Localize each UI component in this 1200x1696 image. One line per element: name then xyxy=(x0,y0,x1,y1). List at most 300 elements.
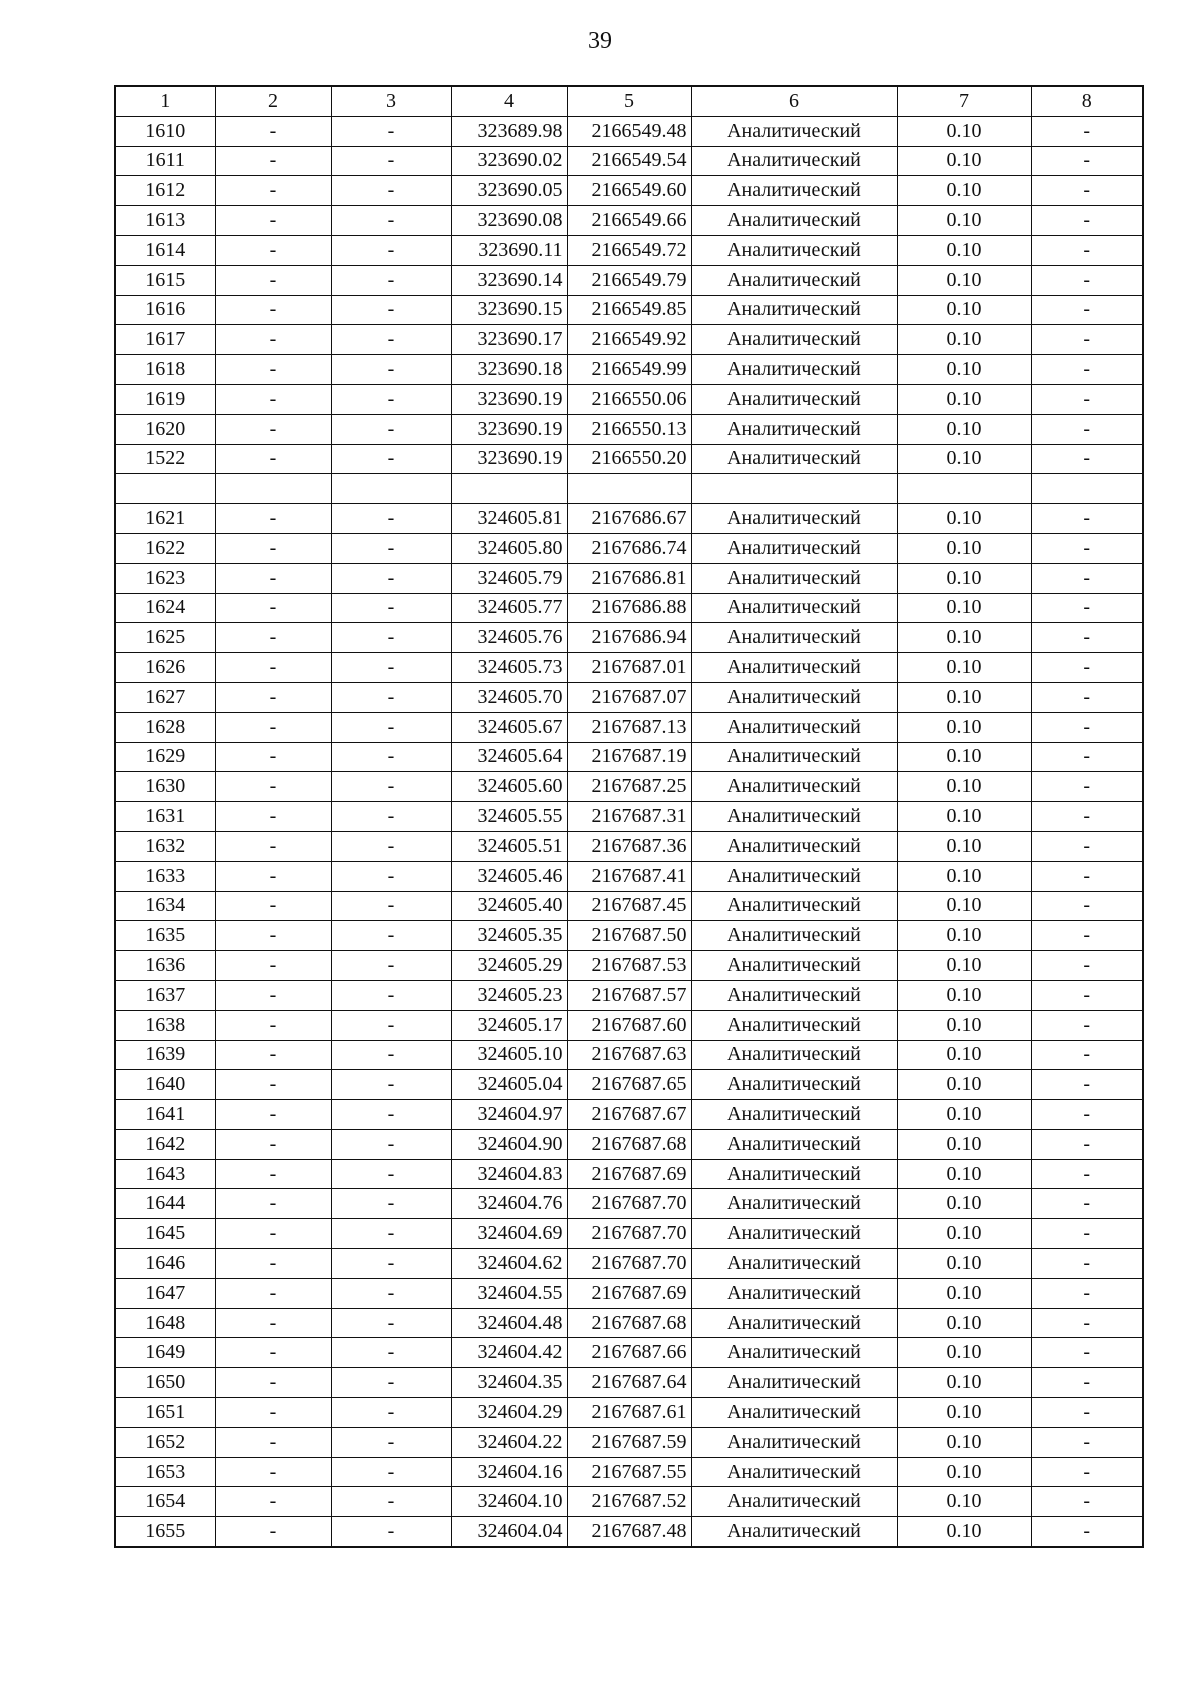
table-cell-accuracy: 0.10 xyxy=(897,1040,1031,1070)
table-cell-col-8: - xyxy=(1031,265,1143,295)
table-cell-col-3: - xyxy=(331,802,451,832)
table-cell-col-2: - xyxy=(215,1189,331,1219)
table-cell-x-coordinate: 324605.29 xyxy=(451,951,567,981)
table-cell-col-3: - xyxy=(331,176,451,206)
table-cell-x-coordinate: 324605.17 xyxy=(451,1010,567,1040)
table-cell-point-number: 1638 xyxy=(115,1010,215,1040)
table-cell-x-coordinate: 324605.40 xyxy=(451,891,567,921)
table-cell-col-3: - xyxy=(331,563,451,593)
table-cell-col-8: - xyxy=(1031,1338,1143,1368)
table-cell-x-coordinate: 324605.35 xyxy=(451,921,567,951)
table-cell-y-coordinate: 2167686.81 xyxy=(567,563,691,593)
table-cell-accuracy: 0.10 xyxy=(897,444,1031,474)
table-cell-method: Аналитический xyxy=(691,1308,897,1338)
table-cell-col-3: - xyxy=(331,1398,451,1428)
table-cell-col-3: - xyxy=(331,1427,451,1457)
table-cell-x-coordinate: 324605.77 xyxy=(451,593,567,623)
table-cell-col-2: - xyxy=(215,772,331,802)
table-cell-x-coordinate: 323690.19 xyxy=(451,444,567,474)
table-cell-y-coordinate: 2167687.07 xyxy=(567,682,691,712)
table-cell-x-coordinate: 324604.16 xyxy=(451,1457,567,1487)
table-cell-accuracy xyxy=(897,474,1031,504)
table-cell-accuracy: 0.10 xyxy=(897,653,1031,683)
table-cell-col-2: - xyxy=(215,206,331,236)
table-cell-col-3: - xyxy=(331,355,451,385)
table-cell-y-coordinate: 2167687.64 xyxy=(567,1368,691,1398)
table-cell-method: Аналитический xyxy=(691,951,897,981)
table-cell-point-number: 1620 xyxy=(115,414,215,444)
table-cell-col-2: - xyxy=(215,414,331,444)
table-cell-x-coordinate: 324604.97 xyxy=(451,1100,567,1130)
table-cell-col-8: - xyxy=(1031,176,1143,206)
table-cell-method: Аналитический xyxy=(691,593,897,623)
table-cell-col-2: - xyxy=(215,116,331,146)
table-cell-accuracy: 0.10 xyxy=(897,1249,1031,1279)
table-cell-accuracy: 0.10 xyxy=(897,325,1031,355)
table-row xyxy=(115,1219,1143,1249)
table-row xyxy=(115,1249,1143,1279)
table-cell-accuracy: 0.10 xyxy=(897,861,1031,891)
table-cell-point-number: 1634 xyxy=(115,891,215,921)
table-cell-point-number: 1646 xyxy=(115,1249,215,1279)
table-cell-x-coordinate: 324605.73 xyxy=(451,653,567,683)
table-cell-method: Аналитический xyxy=(691,682,897,712)
table-cell-col-8: - xyxy=(1031,116,1143,146)
table-cell-col-2: - xyxy=(215,891,331,921)
table-row xyxy=(115,980,1143,1010)
table-cell-col-3: - xyxy=(331,1100,451,1130)
table-cell-col-3: - xyxy=(331,1010,451,1040)
table-cell-col-3: - xyxy=(331,1189,451,1219)
table-cell-col-8: - xyxy=(1031,1517,1143,1547)
table-cell-point-number: 1619 xyxy=(115,384,215,414)
table-cell-point-number: 1615 xyxy=(115,265,215,295)
table-cell-point-number: 1650 xyxy=(115,1368,215,1398)
table-cell-col-2 xyxy=(215,474,331,504)
table-cell-point-number: 1642 xyxy=(115,1129,215,1159)
table-cell-x-coordinate: 324605.79 xyxy=(451,563,567,593)
table-row xyxy=(115,176,1143,206)
table-row xyxy=(115,1427,1143,1457)
table-cell-y-coordinate: 2167687.60 xyxy=(567,1010,691,1040)
table-cell-accuracy: 0.10 xyxy=(897,742,1031,772)
table-cell-point-number: 1622 xyxy=(115,533,215,563)
table-row xyxy=(115,116,1143,146)
table-cell-col-2: - xyxy=(215,682,331,712)
table-cell-col-2: - xyxy=(215,235,331,265)
table-header-row xyxy=(115,86,1143,116)
table-cell-point-number: 1655 xyxy=(115,1517,215,1547)
table-cell-x-coordinate: 324605.64 xyxy=(451,742,567,772)
table-cell-col-2: - xyxy=(215,593,331,623)
table-cell-accuracy: 0.10 xyxy=(897,1129,1031,1159)
table-cell-accuracy: 0.10 xyxy=(897,980,1031,1010)
table-cell-col-2: - xyxy=(215,355,331,385)
table-cell-y-coordinate: 2166550.13 xyxy=(567,414,691,444)
table-cell-x-coordinate: 323690.08 xyxy=(451,206,567,236)
table-cell-accuracy: 0.10 xyxy=(897,206,1031,236)
table-cell-col-8: - xyxy=(1031,1457,1143,1487)
table-row xyxy=(115,593,1143,623)
table-cell-x-coordinate: 323690.02 xyxy=(451,146,567,176)
column-header: 7 xyxy=(897,86,1031,116)
table-cell-col-8: - xyxy=(1031,384,1143,414)
table-cell-col-3: - xyxy=(331,831,451,861)
table-cell-col-3: - xyxy=(331,325,451,355)
table-cell-y-coordinate: 2166549.92 xyxy=(567,325,691,355)
table-cell-method: Аналитический xyxy=(691,384,897,414)
table-cell-col-3: - xyxy=(331,1219,451,1249)
table-cell-method: Аналитический xyxy=(691,1100,897,1130)
table-cell-x-coordinate: 324605.04 xyxy=(451,1070,567,1100)
table-cell-method: Аналитический xyxy=(691,1398,897,1428)
table-cell-col-2: - xyxy=(215,1100,331,1130)
table-cell-accuracy: 0.10 xyxy=(897,802,1031,832)
table-cell-y-coordinate: 2167687.61 xyxy=(567,1398,691,1428)
table-cell-point-number: 1643 xyxy=(115,1159,215,1189)
table-row xyxy=(115,891,1143,921)
table-cell-col-2: - xyxy=(215,1010,331,1040)
table-cell-y-coordinate: 2167686.94 xyxy=(567,623,691,653)
table-row xyxy=(115,742,1143,772)
table-cell-accuracy: 0.10 xyxy=(897,1070,1031,1100)
table-cell-col-8: - xyxy=(1031,623,1143,653)
table-cell-col-3: - xyxy=(331,414,451,444)
table-cell-method: Аналитический xyxy=(691,1517,897,1547)
table-row xyxy=(115,623,1143,653)
table-cell-y-coordinate: 2166549.85 xyxy=(567,295,691,325)
table-cell-col-2: - xyxy=(215,861,331,891)
table-cell-col-2: - xyxy=(215,1159,331,1189)
table-cell-x-coordinate: 324604.76 xyxy=(451,1189,567,1219)
table-cell-method: Аналитический xyxy=(691,235,897,265)
table-cell-col-8: - xyxy=(1031,891,1143,921)
table-cell-method: Аналитический xyxy=(691,1040,897,1070)
table-cell-point-number: 1647 xyxy=(115,1278,215,1308)
table-cell-y-coordinate: 2167687.53 xyxy=(567,951,691,981)
column-header: 8 xyxy=(1031,86,1143,116)
table-row xyxy=(115,355,1143,385)
table-cell-col-8: - xyxy=(1031,712,1143,742)
table-cell-col-2: - xyxy=(215,325,331,355)
table-cell-method: Аналитический xyxy=(691,116,897,146)
table-cell-col-2: - xyxy=(215,1398,331,1428)
table-cell-accuracy: 0.10 xyxy=(897,1189,1031,1219)
table-cell-accuracy: 0.10 xyxy=(897,533,1031,563)
table-row xyxy=(115,235,1143,265)
table-cell-point-number: 1635 xyxy=(115,921,215,951)
table-cell-accuracy: 0.10 xyxy=(897,891,1031,921)
table-cell-method: Аналитический xyxy=(691,712,897,742)
table-cell-point-number: 1625 xyxy=(115,623,215,653)
table-cell-method: Аналитический xyxy=(691,1278,897,1308)
table-row xyxy=(115,563,1143,593)
table-cell-x-coordinate: 323690.14 xyxy=(451,265,567,295)
table-cell-method: Аналитический xyxy=(691,563,897,593)
column-header: 2 xyxy=(215,86,331,116)
table-cell-col-3: - xyxy=(331,921,451,951)
table-cell-accuracy: 0.10 xyxy=(897,921,1031,951)
table-cell-y-coordinate: 2167687.55 xyxy=(567,1457,691,1487)
table-cell-col-8: - xyxy=(1031,653,1143,683)
table-cell-col-8: - xyxy=(1031,921,1143,951)
table-cell-col-8: - xyxy=(1031,1159,1143,1189)
table-cell-col-8 xyxy=(1031,474,1143,504)
table-cell-col-3: - xyxy=(331,504,451,534)
table-cell-accuracy: 0.10 xyxy=(897,414,1031,444)
table-cell-col-2: - xyxy=(215,504,331,534)
table-cell-col-3: - xyxy=(331,682,451,712)
table-cell-col-8: - xyxy=(1031,772,1143,802)
table-row xyxy=(115,831,1143,861)
table-cell-col-8: - xyxy=(1031,235,1143,265)
table-cell-method: Аналитический xyxy=(691,504,897,534)
table-cell-accuracy: 0.10 xyxy=(897,1219,1031,1249)
table-cell-col-3: - xyxy=(331,623,451,653)
table-cell-point-number: 1644 xyxy=(115,1189,215,1219)
table-cell-col-2: - xyxy=(215,533,331,563)
table-cell-col-3: - xyxy=(331,1040,451,1070)
table-cell-col-2: - xyxy=(215,980,331,1010)
table-cell-col-8: - xyxy=(1031,1100,1143,1130)
table-cell-method: Аналитический xyxy=(691,772,897,802)
table-cell-x-coordinate: 324604.48 xyxy=(451,1308,567,1338)
table-cell-method: Аналитический xyxy=(691,831,897,861)
table-cell-y-coordinate: 2167686.74 xyxy=(567,533,691,563)
table-cell-col-3: - xyxy=(331,742,451,772)
table-cell-accuracy: 0.10 xyxy=(897,1368,1031,1398)
table-cell-method: Аналитический xyxy=(691,1189,897,1219)
table-cell-accuracy: 0.10 xyxy=(897,235,1031,265)
table-cell-col-8: - xyxy=(1031,563,1143,593)
table-cell-col-8: - xyxy=(1031,1249,1143,1279)
table-cell-col-8: - xyxy=(1031,533,1143,563)
table-cell-y-coordinate: 2167687.63 xyxy=(567,1040,691,1070)
table-cell-y-coordinate: 2166549.66 xyxy=(567,206,691,236)
table-cell-point-number: 1610 xyxy=(115,116,215,146)
table-cell-y-coordinate: 2166549.99 xyxy=(567,355,691,385)
table-cell-col-2: - xyxy=(215,1517,331,1547)
table-cell-col-8: - xyxy=(1031,831,1143,861)
table-cell-accuracy: 0.10 xyxy=(897,831,1031,861)
table-cell-x-coordinate: 323689.98 xyxy=(451,116,567,146)
table-cell-col-2: - xyxy=(215,921,331,951)
table-cell-accuracy: 0.10 xyxy=(897,1398,1031,1428)
table-cell-col-8: - xyxy=(1031,206,1143,236)
table-cell-accuracy: 0.10 xyxy=(897,295,1031,325)
table-cell-col-3: - xyxy=(331,891,451,921)
table-cell-col-3: - xyxy=(331,1517,451,1547)
table-cell-col-8: - xyxy=(1031,1308,1143,1338)
table-cell-method: Аналитический xyxy=(691,653,897,683)
table-cell-accuracy: 0.10 xyxy=(897,593,1031,623)
table-cell-col-3: - xyxy=(331,235,451,265)
table-cell-col-3: - xyxy=(331,951,451,981)
table-row xyxy=(115,921,1143,951)
table-cell-col-2: - xyxy=(215,384,331,414)
table-cell-col-8: - xyxy=(1031,1278,1143,1308)
table-cell-y-coordinate: 2167687.70 xyxy=(567,1189,691,1219)
column-header: 4 xyxy=(451,86,567,116)
table-cell-point-number: 1612 xyxy=(115,176,215,206)
table-cell-col-3 xyxy=(331,474,451,504)
table-cell-col-2: - xyxy=(215,563,331,593)
table-cell-col-8: - xyxy=(1031,861,1143,891)
table-cell-col-8: - xyxy=(1031,504,1143,534)
table-row xyxy=(115,682,1143,712)
table-cell-col-2: - xyxy=(215,1070,331,1100)
table-cell-col-8: - xyxy=(1031,295,1143,325)
table-cell-y-coordinate: 2167687.66 xyxy=(567,1338,691,1368)
table-cell-x-coordinate: 324604.04 xyxy=(451,1517,567,1547)
column-header: 5 xyxy=(567,86,691,116)
table-cell-x-coordinate: 324605.81 xyxy=(451,504,567,534)
table-cell-col-2: - xyxy=(215,1129,331,1159)
table-cell-col-3: - xyxy=(331,444,451,474)
table-cell-col-2: - xyxy=(215,265,331,295)
table-cell-method: Аналитический xyxy=(691,146,897,176)
table-row xyxy=(115,1457,1143,1487)
table-row xyxy=(115,861,1143,891)
table-cell-method: Аналитический xyxy=(691,861,897,891)
table-cell-point-number: 1522 xyxy=(115,444,215,474)
table-cell-accuracy: 0.10 xyxy=(897,1308,1031,1338)
table-cell-col-2: - xyxy=(215,623,331,653)
table-cell-x-coordinate: 324604.35 xyxy=(451,1368,567,1398)
table-cell-col-3: - xyxy=(331,1278,451,1308)
table-cell-x-coordinate: 324604.83 xyxy=(451,1159,567,1189)
table-cell-x-coordinate: 324604.29 xyxy=(451,1398,567,1428)
table-cell-accuracy: 0.10 xyxy=(897,1427,1031,1457)
table-cell-y-coordinate: 2167687.69 xyxy=(567,1278,691,1308)
table-cell-col-2: - xyxy=(215,444,331,474)
coordinates-table xyxy=(114,85,1144,1548)
table-row xyxy=(115,504,1143,534)
table-cell-method: Аналитический xyxy=(691,1368,897,1398)
table-cell-method: Аналитический xyxy=(691,295,897,325)
table-cell-x-coordinate: 324604.62 xyxy=(451,1249,567,1279)
table-cell-accuracy: 0.10 xyxy=(897,1159,1031,1189)
table-cell-y-coordinate: 2167687.70 xyxy=(567,1219,691,1249)
table-cell-x-coordinate: 323690.17 xyxy=(451,325,567,355)
table-cell-y-coordinate: 2166549.79 xyxy=(567,265,691,295)
table-cell-x-coordinate: 324605.67 xyxy=(451,712,567,742)
table-row xyxy=(115,1040,1143,1070)
table-cell-y-coordinate: 2167687.59 xyxy=(567,1427,691,1457)
table-cell-accuracy: 0.10 xyxy=(897,1517,1031,1547)
table-cell-point-number: 1629 xyxy=(115,742,215,772)
table-cell-y-coordinate: 2167687.41 xyxy=(567,861,691,891)
table-row xyxy=(115,533,1143,563)
table-cell-y-coordinate: 2166549.54 xyxy=(567,146,691,176)
table-row xyxy=(115,206,1143,236)
table-cell-point-number: 1616 xyxy=(115,295,215,325)
table-cell-point-number: 1613 xyxy=(115,206,215,236)
table-cell-col-2: - xyxy=(215,951,331,981)
table-row xyxy=(115,1398,1143,1428)
table-cell-method: Аналитический xyxy=(691,1338,897,1368)
table-cell-y-coordinate: 2166549.48 xyxy=(567,116,691,146)
table-row xyxy=(115,712,1143,742)
table-cell-point-number: 1652 xyxy=(115,1427,215,1457)
table-cell-y-coordinate: 2167686.88 xyxy=(567,593,691,623)
table-cell-point-number: 1627 xyxy=(115,682,215,712)
table-cell-point-number: 1621 xyxy=(115,504,215,534)
table-cell-accuracy: 0.10 xyxy=(897,623,1031,653)
table-row xyxy=(115,1368,1143,1398)
table-cell-point-number: 1624 xyxy=(115,593,215,623)
table-cell-y-coordinate: 2166549.60 xyxy=(567,176,691,206)
table-cell-col-8: - xyxy=(1031,444,1143,474)
table-cell-point-number: 1651 xyxy=(115,1398,215,1428)
table-cell-col-2: - xyxy=(215,1457,331,1487)
table-cell-method: Аналитический xyxy=(691,1487,897,1517)
table-cell-point-number: 1645 xyxy=(115,1219,215,1249)
table-cell-col-2: - xyxy=(215,712,331,742)
table-cell-y-coordinate: 2167687.50 xyxy=(567,921,691,951)
table-cell-col-8: - xyxy=(1031,802,1143,832)
table-cell-col-8: - xyxy=(1031,1129,1143,1159)
table-cell-point-number: 1649 xyxy=(115,1338,215,1368)
table-cell-x-coordinate: 324604.90 xyxy=(451,1129,567,1159)
table-cell-point-number xyxy=(115,474,215,504)
table-cell-col-8: - xyxy=(1031,1487,1143,1517)
table-cell-method: Аналитический xyxy=(691,921,897,951)
table-row xyxy=(115,1338,1143,1368)
table-cell-method: Аналитический xyxy=(691,1129,897,1159)
table-cell-point-number: 1626 xyxy=(115,653,215,683)
table-cell-col-3: - xyxy=(331,116,451,146)
table-cell-method: Аналитический xyxy=(691,325,897,355)
table-cell-method: Аналитический xyxy=(691,444,897,474)
table-row xyxy=(115,1517,1143,1547)
table-row xyxy=(115,653,1143,683)
table-cell-method: Аналитический xyxy=(691,980,897,1010)
table-cell-x-coordinate: 324604.42 xyxy=(451,1338,567,1368)
table-cell-col-8: - xyxy=(1031,1398,1143,1428)
table-cell-point-number: 1631 xyxy=(115,802,215,832)
table-cell-x-coordinate: 324605.70 xyxy=(451,682,567,712)
table-row xyxy=(115,1070,1143,1100)
table-cell-col-3: - xyxy=(331,1129,451,1159)
table-cell-col-3: - xyxy=(331,1308,451,1338)
table-row xyxy=(115,146,1143,176)
table-cell-method: Аналитический xyxy=(691,1457,897,1487)
table-cell-accuracy: 0.10 xyxy=(897,116,1031,146)
table-cell-method: Аналитический xyxy=(691,1249,897,1279)
table-cell-col-3: - xyxy=(331,980,451,1010)
table-cell-x-coordinate: 324605.23 xyxy=(451,980,567,1010)
table-cell-y-coordinate: 2167687.65 xyxy=(567,1070,691,1100)
table-cell-method: Аналитический xyxy=(691,1159,897,1189)
table-cell-accuracy: 0.10 xyxy=(897,1338,1031,1368)
table-cell-col-3: - xyxy=(331,146,451,176)
table-cell-y-coordinate: 2167687.45 xyxy=(567,891,691,921)
table-cell-col-3: - xyxy=(331,533,451,563)
table-cell-col-3: - xyxy=(331,1249,451,1279)
table-cell-accuracy: 0.10 xyxy=(897,772,1031,802)
table-cell-x-coordinate: 324605.46 xyxy=(451,861,567,891)
table-cell-y-coordinate xyxy=(567,474,691,504)
table-cell-y-coordinate: 2167687.52 xyxy=(567,1487,691,1517)
table-cell-col-3: - xyxy=(331,1070,451,1100)
table-cell-y-coordinate: 2167687.68 xyxy=(567,1129,691,1159)
table-cell-point-number: 1653 xyxy=(115,1457,215,1487)
table-cell-point-number: 1637 xyxy=(115,980,215,1010)
table-cell-accuracy: 0.10 xyxy=(897,951,1031,981)
table-cell-col-3: - xyxy=(331,653,451,683)
table-cell-x-coordinate: 323690.05 xyxy=(451,176,567,206)
